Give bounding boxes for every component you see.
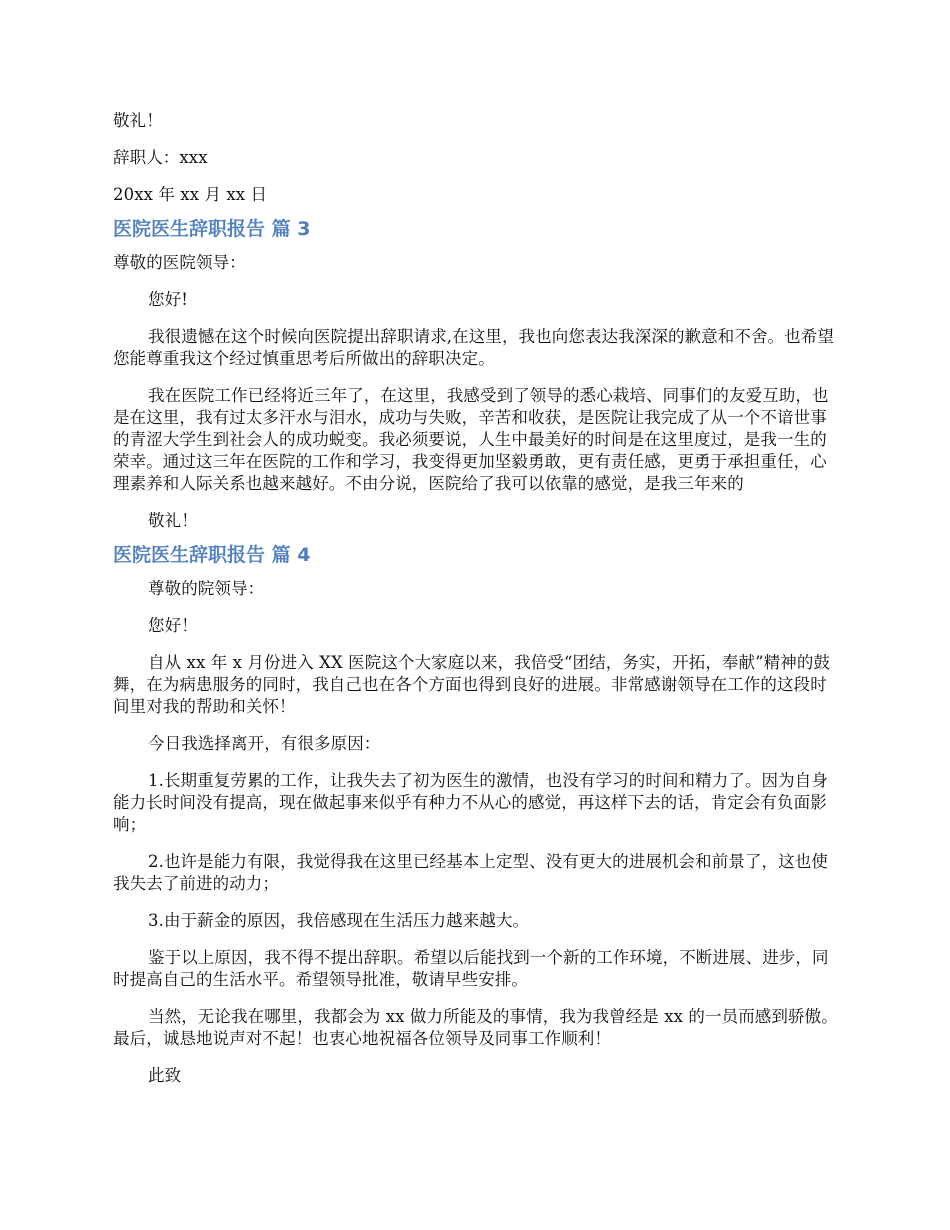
closing-line: 敬礼！ xyxy=(148,511,198,530)
paragraph: 鉴于以上原因，我不得不提出辞职。希望以后能找到一个新的工作环境，不断进展、进步，同时提高自己的生活水平。希望领导批准，敬请早些安排。 xyxy=(113,948,829,989)
paragraph: 2.也许是能力有限，我觉得我在这里已经基本上定型、没有更大的进展机会和前景了，这也使我失去了前进的动力； xyxy=(113,852,828,893)
paragraph: 此致 xyxy=(148,1066,182,1085)
closing-line: 敬礼！ xyxy=(113,111,163,130)
greeting: 您好! xyxy=(148,290,188,309)
document-page xyxy=(113,110,838,1087)
section-heading-4: 医院医生辞职报告 篇 4 xyxy=(113,544,311,566)
paragraph: 3.由于薪金的原因，我倍感现在生活压力越来越大。 xyxy=(148,911,530,930)
date-line: 20xx 年 xx 月 xx 日 xyxy=(113,185,268,204)
salutation: 尊敬的院领导： xyxy=(148,579,265,598)
paragraph: 今日我选择离开，有很多原因： xyxy=(148,734,381,753)
paragraph: 当然，无论我在哪里，我都会为 xx 做力所能及的事情，我为我曾经是 xx 的一员而感到骄傲。最后，诚恳地说声对不起！也衷心地祝福各位领导及同事工作顺利！ xyxy=(113,1007,838,1048)
signer-line: 辞职人：xxx xyxy=(113,148,208,167)
greeting: 您好！ xyxy=(148,616,198,635)
salutation: 尊敬的医院领导： xyxy=(113,253,246,272)
paragraph: 我在医院工作已经将近三年了，在这里，我感受到了领导的悉心栽培、同事们的友爱互助，也是在这里，我有过太多汗水与泪水，成功与失败，辛苦和收获，是医院让我完成了从一个不谙世事的青涩大学生到社会人的成功蜕变。我必须要说，人生中最美好的时间是在这里度过，是我一生的荣幸。通过这三年在医院的工作和学习，我变得更加坚毅勇敢，更有责任感，更勇于承担重任，心理素养和人际关系也越来越好。不由分说，医院给了我可以依靠的感觉，是我三年来的 xyxy=(113,386,829,493)
paragraph: 自从 xx 年 x 月份进入 XX 医院这个大家庭以来，我倍受“团结，务实，开拓，奉献”精神的鼓舞，在为病患服务的同时，我自己也在各个方面也得到良好的进展。非常感谢领导在工作的这段时间里对我的帮助和关怀！ xyxy=(113,653,831,716)
paragraph: 我很遗憾在这个时候向医院提出辞职请求,在这里，我也向您表达我深深的歉意和不舍。也希望您能尊重我这个经过慎重思考后所做出的辞职决定。 xyxy=(113,327,834,368)
paragraph: 1.长期重复劳累的工作，让我失去了初为医生的激情，也没有学习的时间和精力了。因为自身能力长时间没有提高，现在做起事来似乎有种力不从心的感觉，再这样下去的话，肯定会有负面影响； xyxy=(113,771,828,834)
section-heading-3: 医院医生辞职报告 篇 3 xyxy=(113,218,311,240)
